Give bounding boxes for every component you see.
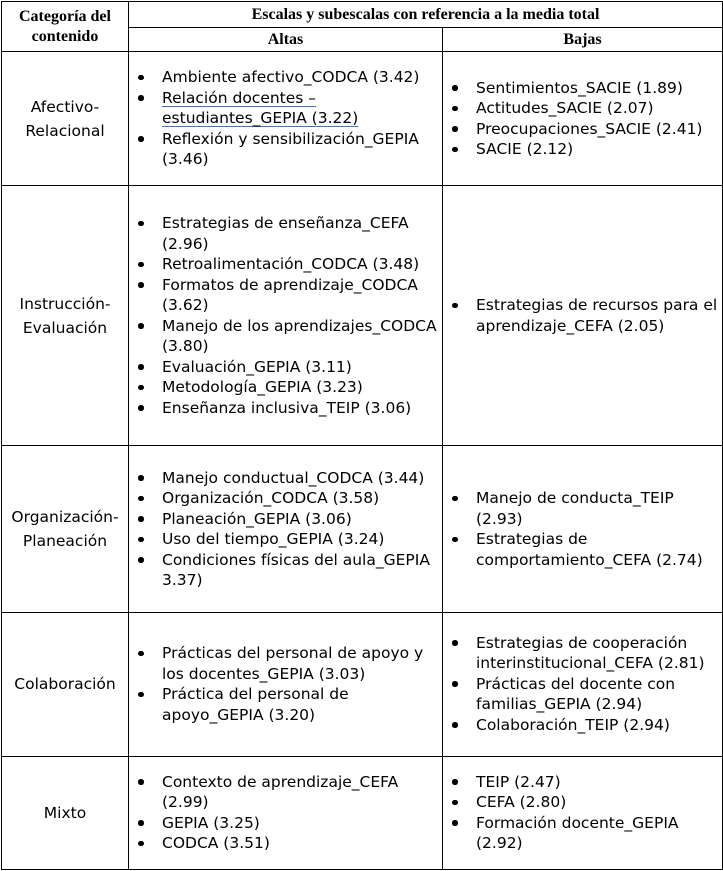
list-item: Metodología_GEPIA (3.23) [131,377,438,398]
list-item: Prácticas del docente con familias_GEPIA (2.94) [445,674,718,715]
list-item: Práctica del personal de apoyo_GEPIA (3.20) [131,684,438,725]
list-item: Organización_CODCA (3.58) [131,488,438,509]
list-item: CEFA (2.80) [445,792,718,813]
list-item: Actitudes_SACIE (2.07) [445,98,718,119]
list-item: Estrategias de recursos para el aprendizaje_CEFA (2.05) [445,295,718,336]
list-item: Condiciones físicas del aula_GEPIA 3.37) [131,550,438,591]
table-row [2,446,723,612]
list-item: Estrategias de enseñanza_CEFA (2.96) [131,213,438,254]
low-scales-cell [443,756,723,869]
list-item: CODCA (3.51) [131,833,438,854]
list-item: Manejo de los aprendizajes_CODCA (3.80) [131,316,438,357]
content-category-table [1,1,723,870]
table-row [2,756,723,869]
list-item: Contexto de aprendizaje_CEFA (2.99) [131,772,438,813]
high-scales-cell [129,756,443,869]
low-scales-cell [443,446,723,612]
category-cell: Mixto [2,756,129,869]
list-item: TEIP (2.47) [445,772,718,793]
high-subheader: Altas [129,28,443,52]
category-cell: Afectivo-Relacional [2,52,129,186]
low-scales-cell [443,52,723,186]
list-item: Sentimientos_SACIE (1.89) [445,78,718,99]
low-scales-cell [443,186,723,446]
table-row [2,612,723,756]
list-item: Estrategias de cooperación interinstitucional_CEFA (2.81) [445,633,718,674]
list-item: Preocupaciones_SACIE (2.41) [445,119,718,140]
list-item: Uso del tiempo_GEPIA (3.24) [131,529,438,550]
list-item: SACIE (2.12) [445,139,718,160]
category-column-header: Categoría del contenido [2,2,129,52]
low-scales-cell [443,612,723,756]
list-item: Evaluación_GEPIA (3.11) [131,357,438,378]
list-item: Formación docente_GEPIA (2.92) [445,813,718,854]
high-scales-cell [129,52,443,186]
list-item: Reflexión y sensibilización_GEPIA (3.46) [131,129,438,170]
list-item: Retroalimentación_CODCA (3.48) [131,254,438,275]
category-cell: Colaboración [2,612,129,756]
high-scales-cell [129,186,443,446]
list-item: Prácticas del personal de apoyo y los docentes_GEPIA (3.03) [131,643,438,684]
table-row [2,186,723,446]
list-item-text: Relación docentes – estudiantes_GEPIA (3.22) [162,88,359,128]
high-scales-cell [129,612,443,756]
list-item: Manejo de conducta_TEIP (2.93) [445,488,718,529]
low-subheader: Bajas [443,28,723,52]
list-item: Estrategias de comportamiento_CEFA (2.74) [445,529,718,570]
list-item: Ambiente afectivo_CODCA (3.42) [131,67,438,88]
list-item: Planeación_GEPIA (3.06) [131,509,438,530]
table-row [2,52,723,186]
high-scales-cell [129,446,443,612]
category-cell: Instrucción-Evaluación [2,186,129,446]
list-item: GEPIA (3.25) [131,813,438,834]
list-item: Formatos de aprendizaje_CODCA (3.62) [131,275,438,316]
list-item: Colaboración_TEIP (2.94) [445,715,718,736]
list-item: Manejo conductual_CODCA (3.44) [131,468,438,489]
scales-column-header: Escalas y subescalas con referencia a la media total [129,2,723,28]
list-item [131,88,438,129]
list-item: Enseñanza inclusiva_TEIP (3.06) [131,398,438,419]
category-cell: Organización-Planeación [2,446,129,612]
